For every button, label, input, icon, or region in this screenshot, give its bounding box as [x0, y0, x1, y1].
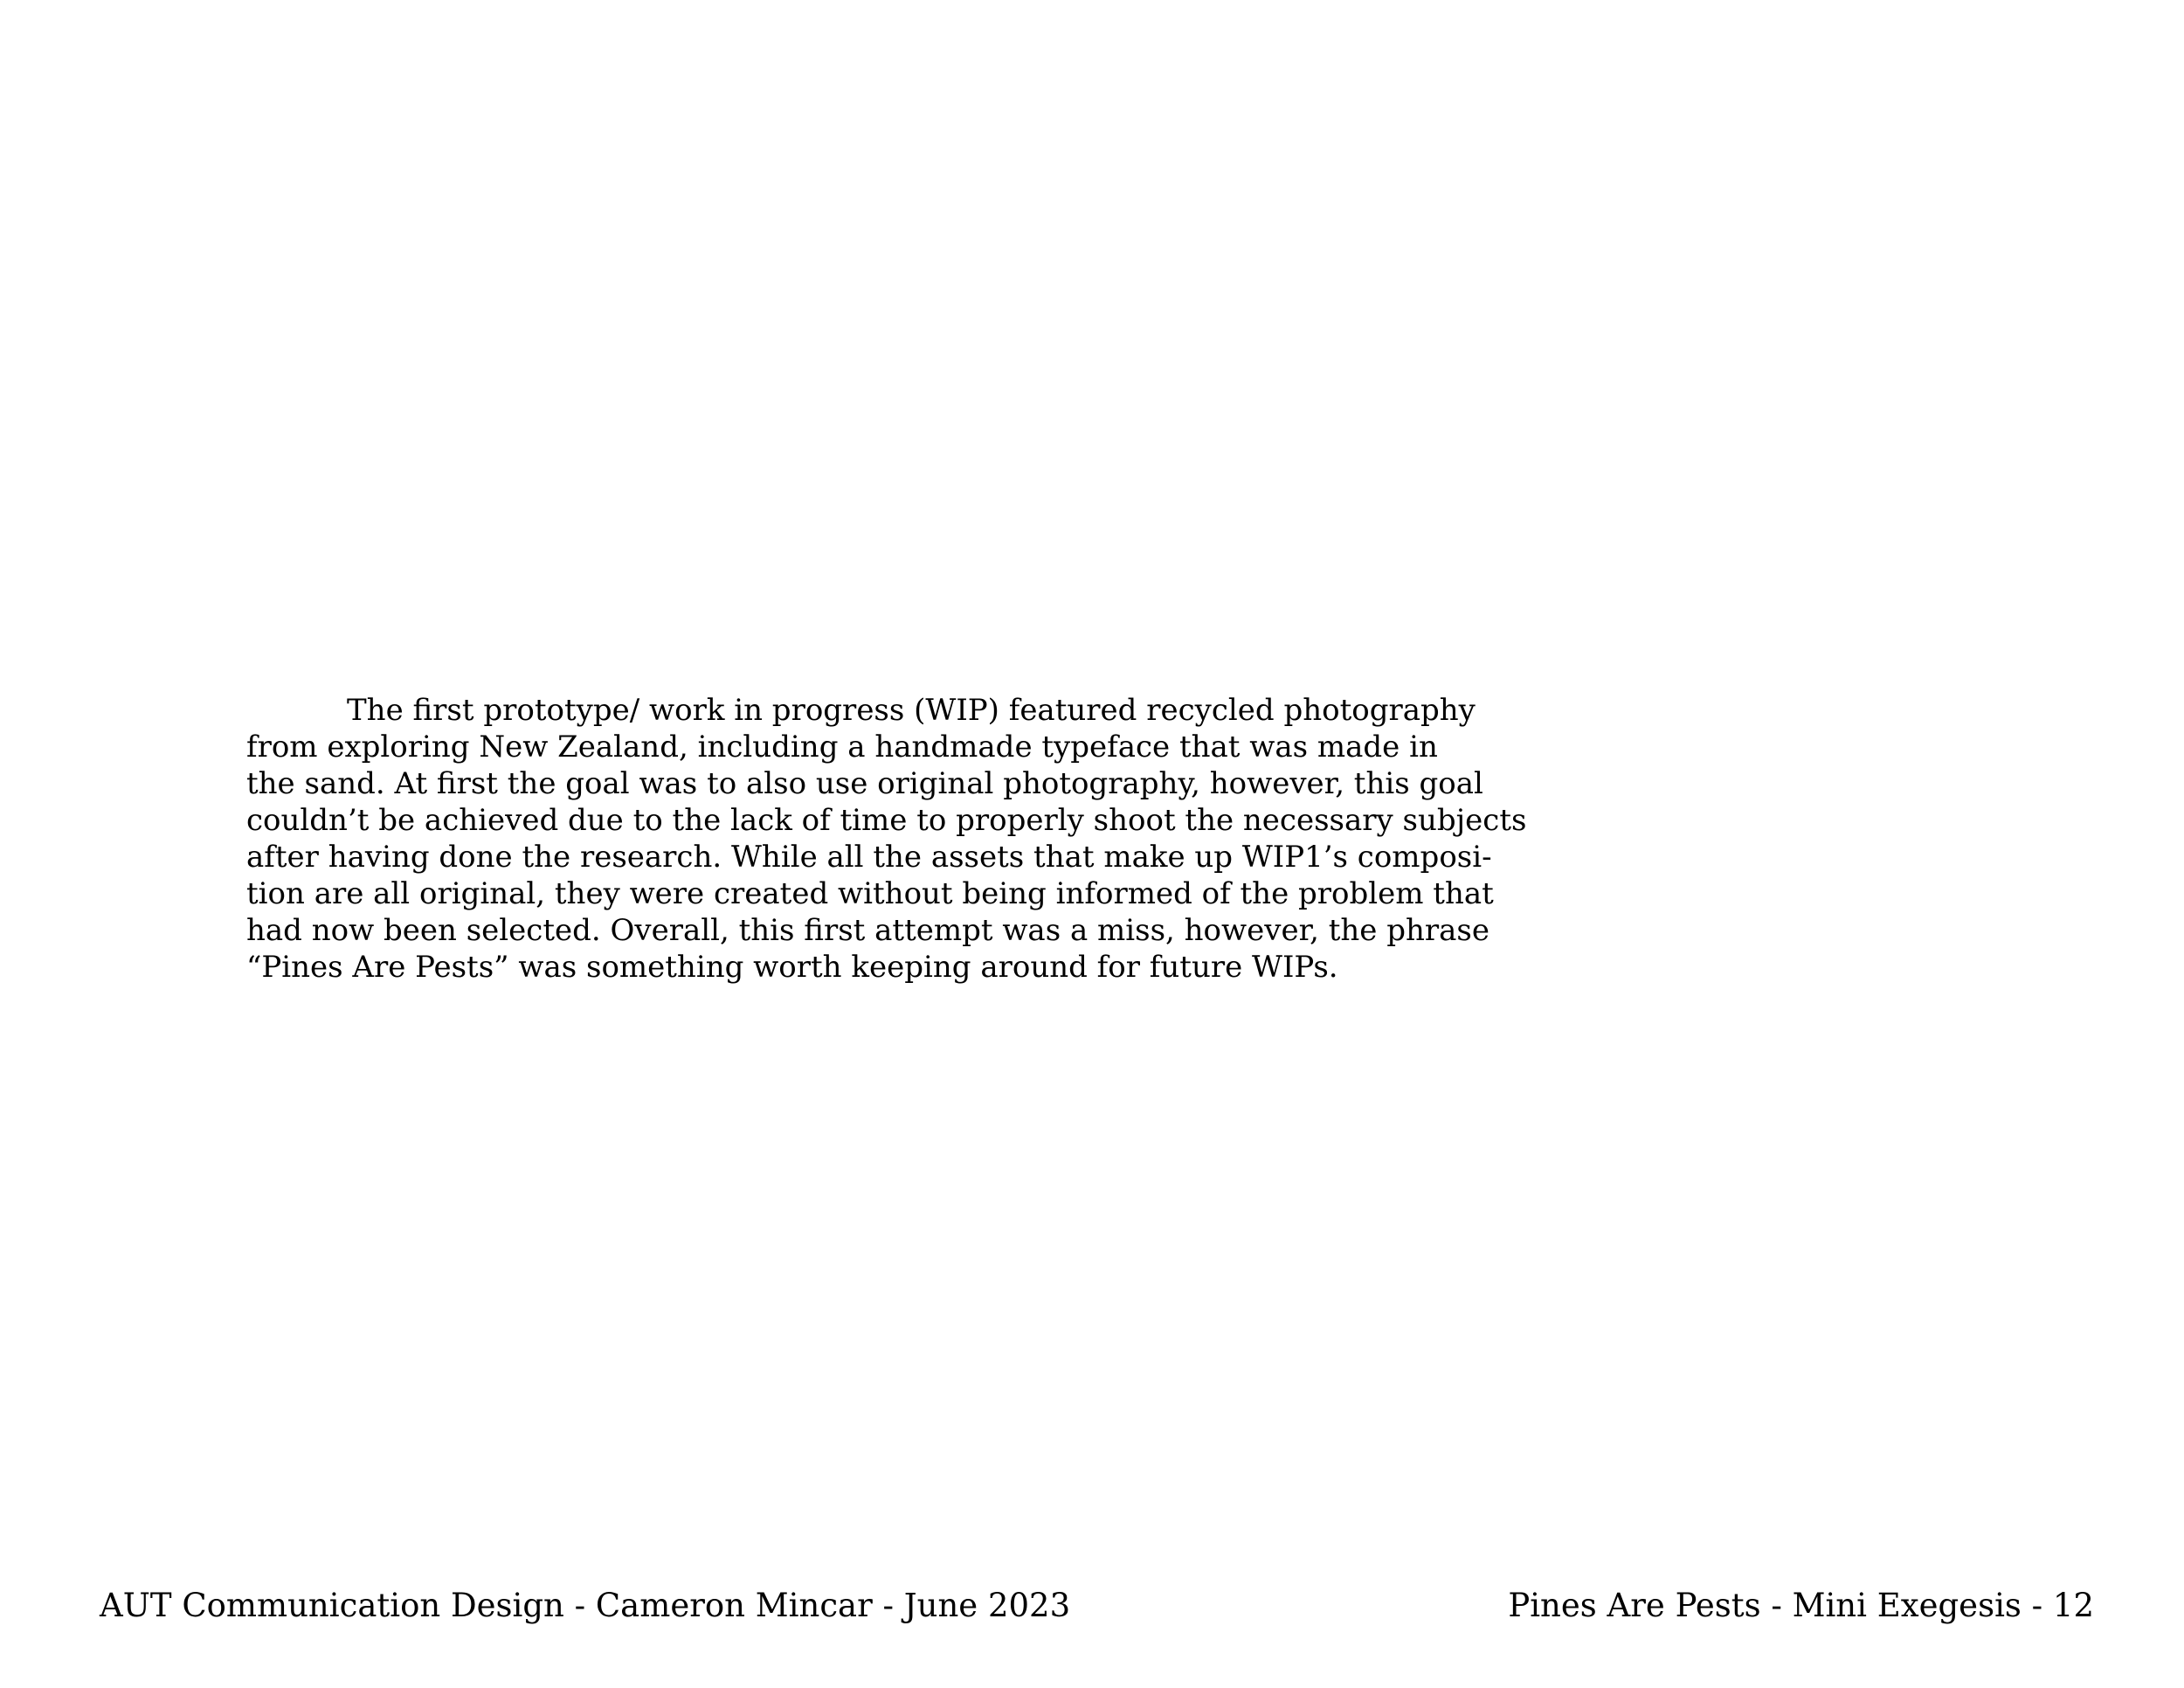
paragraph-line: after having done the research. While all the assets that make up WIP1’s composi-: [246, 840, 1492, 875]
footer-page-info: Pines Are Pests - Mini Exegesis - 12: [1508, 1587, 2094, 1624]
paragraph-line: tion are all original, they were created without being informed of the problem that: [246, 876, 1494, 911]
paragraph-line: couldn’t be achieved due to the lack of time to properly shoot the necessary subjects: [246, 803, 1527, 838]
footer-author-info: AUT Communication Design - Cameron Mincar - June 2023: [100, 1587, 1071, 1624]
paragraph-line: from exploring New Zealand, including a handmade typeface that was made in: [246, 730, 1438, 764]
paragraph-line: The first prototype/ work in progress (WIP) featured recycled photography: [347, 693, 1476, 728]
body-paragraph: [246, 692, 1527, 986]
paragraph-line: “Pines Are Pests” was something worth keeping around for future WIPs.: [246, 950, 1338, 985]
paragraph-line: had now been selected. Overall, this first attempt was a miss, however, the phrase: [246, 913, 1489, 948]
paragraph-line: the sand. At first the goal was to also use original photography, however, this goal: [246, 766, 1483, 801]
